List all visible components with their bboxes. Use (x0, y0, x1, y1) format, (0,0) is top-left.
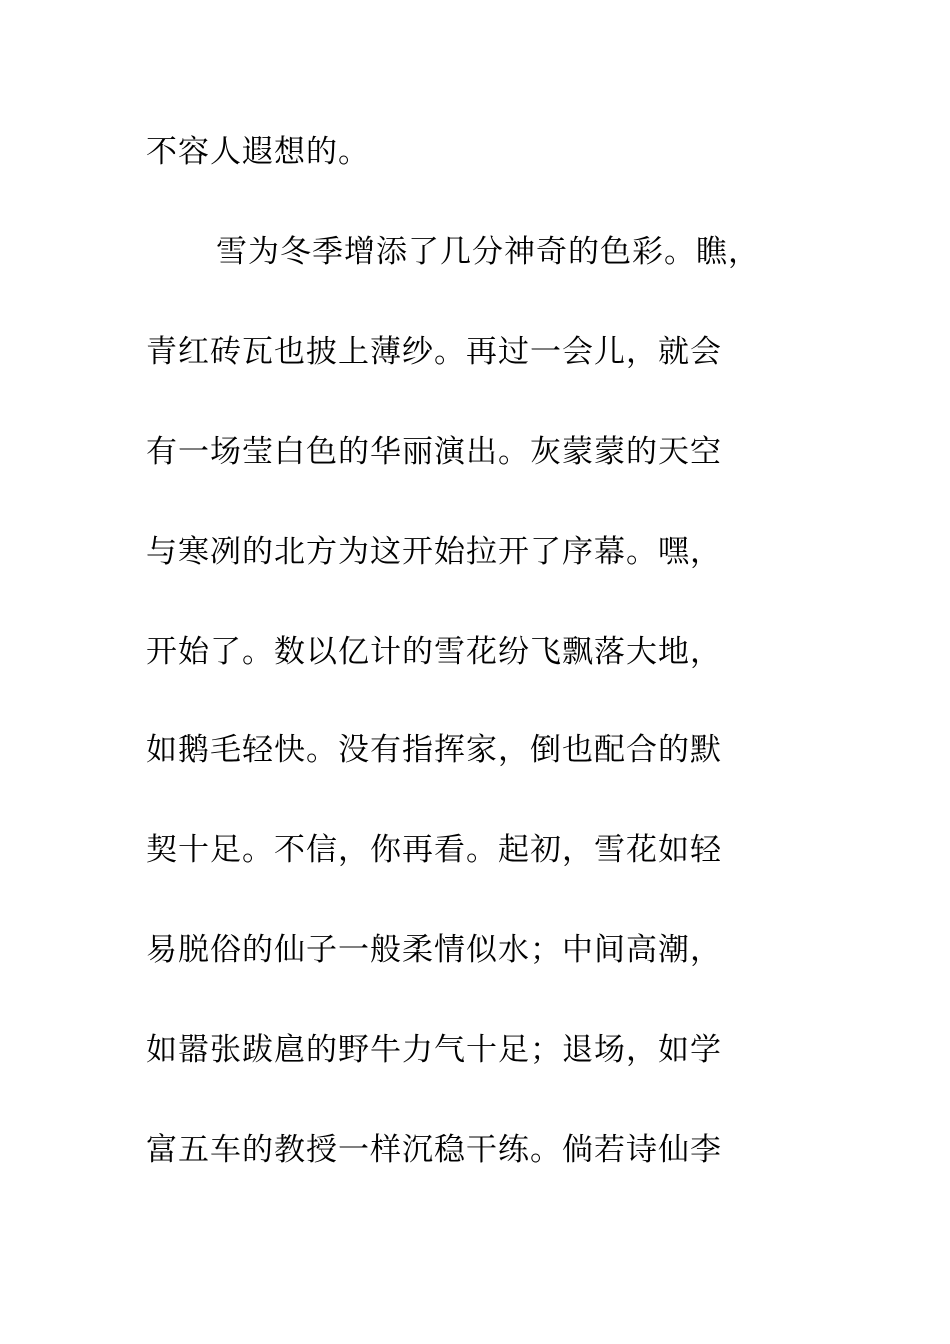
text-line: 青红砖瓦也披上薄纱。再过一会儿，就会 (146, 334, 722, 370)
text-line: 如嚣张跋扈的野牛力气十足；退场，如学 (146, 1032, 722, 1068)
text-line: 富五车的教授一样沉稳干练。倘若诗仙李 (146, 1132, 722, 1168)
text-line: 与寒冽的北方为这开始拉开了序幕。嘿， (146, 534, 722, 570)
text-line: 有一场莹白色的华丽演出。灰蒙蒙的天空 (146, 434, 722, 470)
text-line: 如鹅毛轻快。没有指挥家，倒也配合的默 (146, 732, 722, 768)
text-line: 易脱俗的仙子一般柔情似水；中间高潮， (146, 932, 722, 968)
text-line: 开始了。数以亿计的雪花纷飞飘落大地， (146, 634, 722, 670)
text-line: 契十足。不信，你再看。起初，雪花如轻 (146, 832, 722, 868)
paragraph-start-line: 雪为冬季增添了几分神奇的色彩。瞧， (216, 234, 760, 270)
text-line: 不容人遐想的。 (146, 134, 370, 170)
